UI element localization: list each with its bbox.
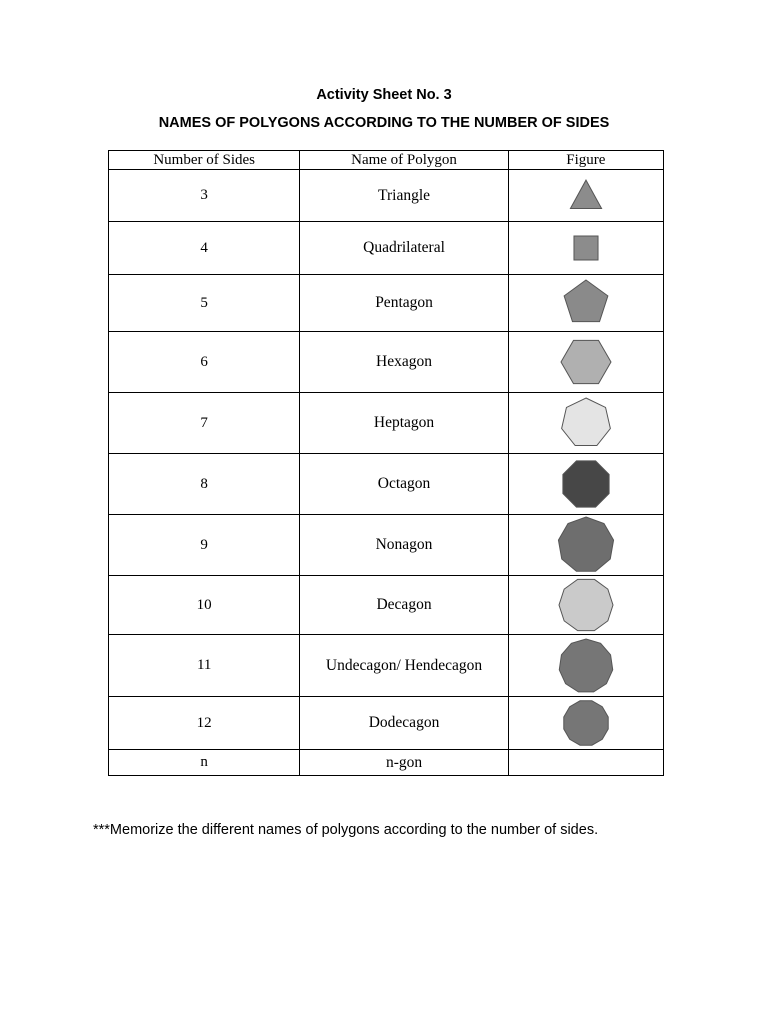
- figure-cell: [508, 275, 663, 332]
- table-row: [109, 750, 664, 776]
- number-of-sides-cell: 10: [109, 576, 300, 635]
- polygon-figure-8-sides: [559, 457, 613, 511]
- polygon-figure-12-sides: [561, 698, 611, 748]
- polygon-figure-10-sides: [557, 576, 615, 634]
- number-of-sides-cell: 11: [109, 635, 300, 697]
- column-header-figure: Figure: [508, 151, 663, 170]
- polygon-name-cell: Undecagon/ Hendecagon: [300, 635, 508, 697]
- table-row: [109, 332, 664, 393]
- number-of-sides-cell: 8: [109, 454, 300, 515]
- polygon-shape: [563, 461, 609, 507]
- polygon-figure-9-sides: [556, 515, 616, 575]
- number-of-sides-cell: 5: [109, 275, 300, 332]
- number-of-sides-cell: 3: [109, 170, 300, 222]
- polygon-name-cell: Pentagon: [300, 275, 508, 332]
- figure-cell: [508, 515, 663, 576]
- table-row: [109, 393, 664, 454]
- table-row: [109, 635, 664, 697]
- table-body: [109, 170, 664, 776]
- polygon-shape: [564, 701, 608, 745]
- figure-cell: [508, 697, 663, 750]
- polygon-name-cell: Quadrilateral: [300, 222, 508, 275]
- activity-sheet-title: Activity Sheet No. 3: [316, 87, 452, 103]
- polygon-shape: [561, 340, 611, 383]
- number-of-sides-cell: 12: [109, 697, 300, 750]
- polygon-shape: [574, 236, 598, 260]
- figure-cell: [508, 454, 663, 515]
- polygon-figure-7-sides: [559, 396, 613, 450]
- figure-cell: [508, 393, 663, 454]
- polygon-figure-11-sides: [557, 637, 615, 695]
- table-row: [109, 275, 664, 332]
- polygon-name-cell: n-gon: [300, 750, 508, 776]
- polygon-name-cell: Triangle: [300, 170, 508, 222]
- polygon-shape: [559, 579, 613, 630]
- table-row: [109, 454, 664, 515]
- table-row: [109, 515, 664, 576]
- table-row: [109, 222, 664, 275]
- polygon-name-cell: Heptagon: [300, 393, 508, 454]
- figure-cell: [508, 170, 663, 222]
- memorize-footnote: ***Memorize the different names of polygons according to the number of sides.: [93, 822, 599, 838]
- figure-cell: [508, 576, 663, 635]
- polygon-shape: [559, 639, 612, 692]
- polygon-figure-5-sides: [561, 278, 611, 328]
- polygon-name-cell: Decagon: [300, 576, 508, 635]
- polygon-shape: [570, 180, 601, 208]
- polygon-shape: [564, 280, 608, 322]
- polygon-figure-3-sides: [566, 176, 606, 216]
- number-of-sides-cell: 4: [109, 222, 300, 275]
- polygon-names-table: [108, 150, 664, 776]
- polygon-figure-6-sides: [559, 335, 613, 389]
- table-row: [109, 697, 664, 750]
- polygon-name-cell: Dodecagon: [300, 697, 508, 750]
- column-header-number-of-sides: Number of Sides: [109, 151, 300, 170]
- number-of-sides-cell: 6: [109, 332, 300, 393]
- figure-cell: [508, 750, 663, 776]
- table-row: [109, 170, 664, 222]
- figure-cell: [508, 222, 663, 275]
- figure-cell: [508, 332, 663, 393]
- column-header-name-of-polygon: Name of Polygon: [300, 151, 508, 170]
- number-of-sides-cell: 7: [109, 393, 300, 454]
- polygon-name-cell: Octagon: [300, 454, 508, 515]
- polygon-shape: [561, 398, 610, 446]
- figure-cell: [508, 635, 663, 697]
- number-of-sides-cell: n: [109, 750, 300, 776]
- number-of-sides-cell: 9: [109, 515, 300, 576]
- table-row: [109, 576, 664, 635]
- polygon-shape: [558, 517, 613, 571]
- polygon-figure-4-sides: [567, 229, 605, 267]
- polygon-name-cell: Hexagon: [300, 332, 508, 393]
- table-header-row: [109, 151, 664, 170]
- polygon-name-cell: Nonagon: [300, 515, 508, 576]
- activity-sheet-subtitle: NAMES OF POLYGONS ACCORDING TO THE NUMBER OF SIDES: [158, 115, 610, 131]
